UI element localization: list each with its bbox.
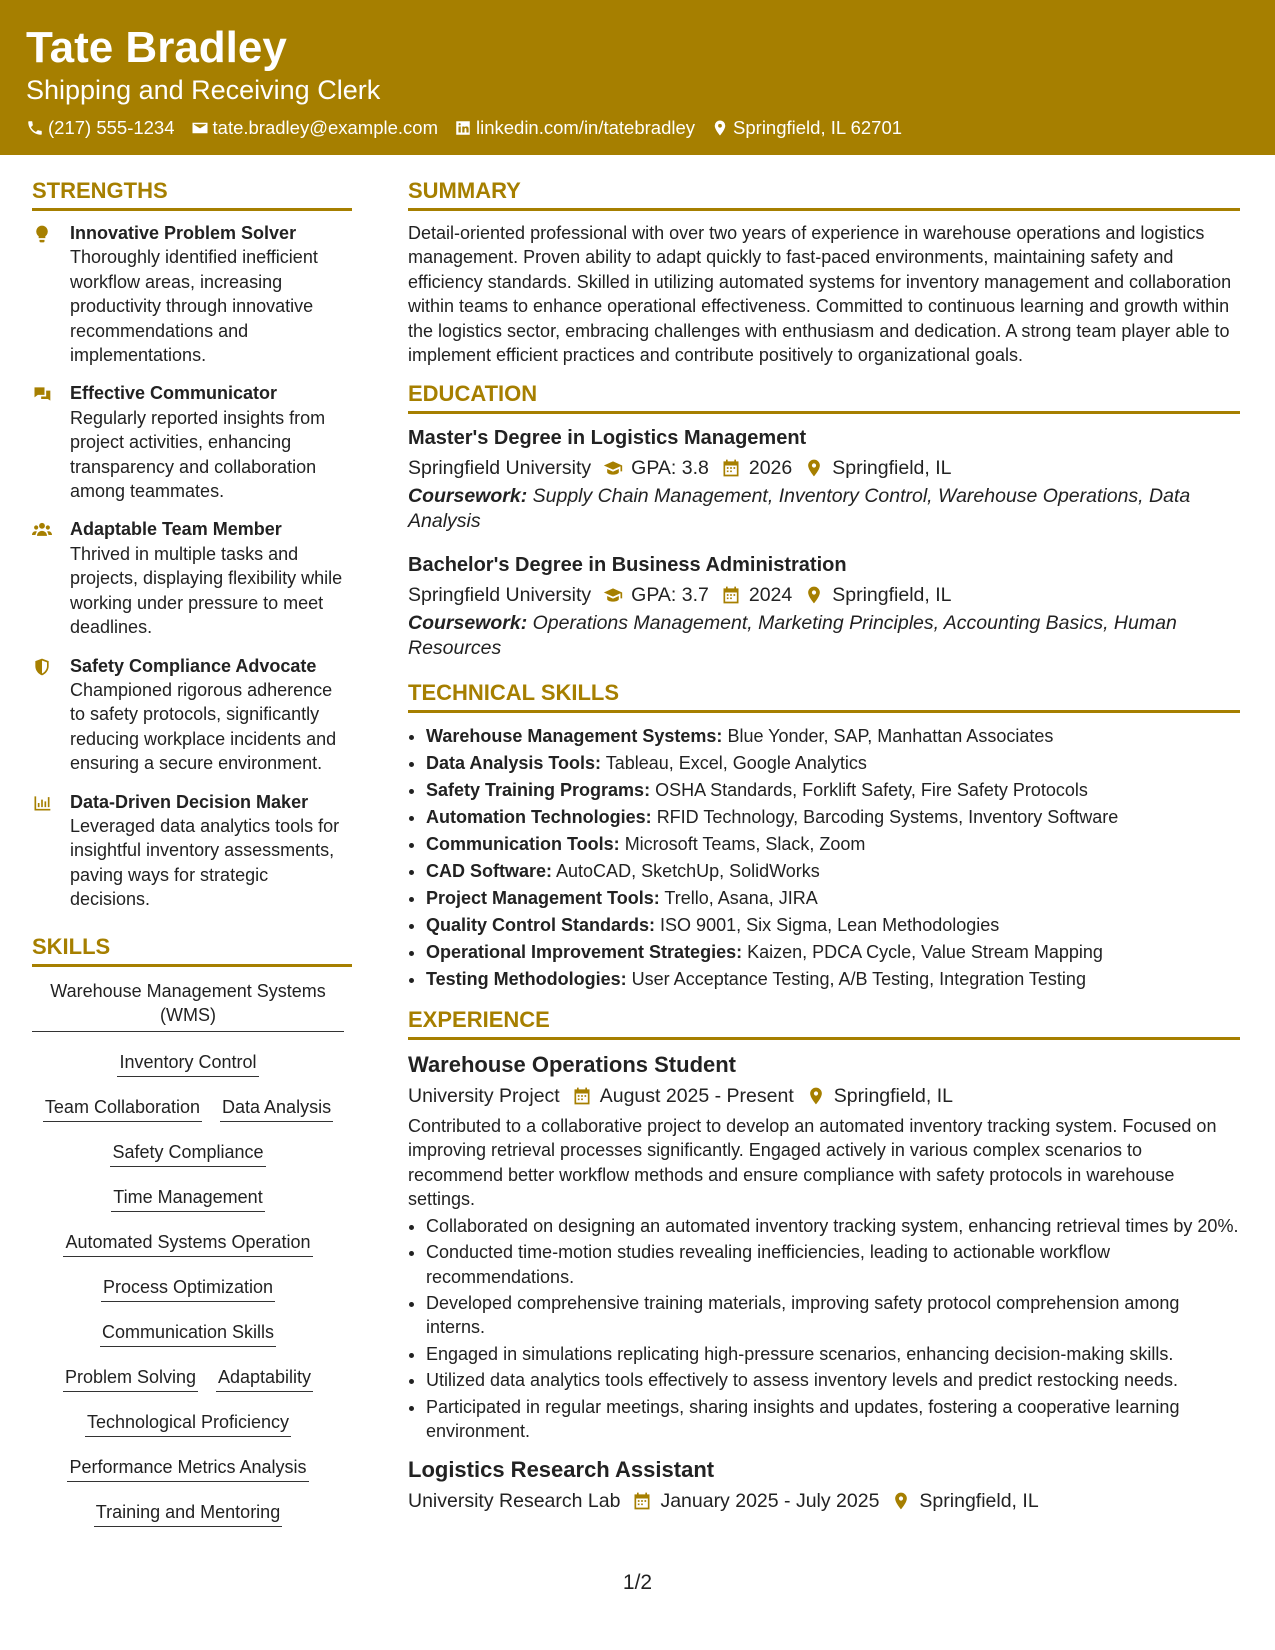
- users-icon: [32, 520, 52, 540]
- skill-tag: Training and Mentoring: [94, 1500, 282, 1527]
- coursework: [408, 611, 1240, 660]
- lightbulb-icon: [32, 224, 52, 244]
- skill-values: User Acceptance Testing, A/B Testing, Integration Testing: [631, 969, 1086, 990]
- contact-bar: [26, 114, 918, 142]
- skills-heading: SKILLS: [32, 932, 352, 967]
- skill-values: Trello, Asana, JIRA: [664, 888, 818, 909]
- list-item: • Engaged in simulations replicating high-pressure scenarios, enhancing decision-making skills.: [426, 1342, 1240, 1366]
- education-heading: EDUCATION: [408, 379, 1240, 414]
- skill-values: AutoCAD, SketchUp, SolidWorks: [556, 861, 820, 882]
- calendar-icon: [721, 585, 741, 605]
- strength-title: Data-Driven Decision Maker: [70, 791, 309, 812]
- job-location: Springfield, IL: [919, 1490, 1039, 1513]
- experience-heading: EXPERIENCE: [408, 1005, 1240, 1040]
- strengths-heading: STRENGTHS: [32, 176, 352, 211]
- skill-category: CAD Software:: [426, 861, 553, 882]
- contact-linkedin[interactable]: [454, 114, 695, 142]
- contact-email-text: tate.bradley@example.com: [212, 117, 438, 138]
- strength-item: [32, 221, 352, 367]
- list-item: [426, 858, 1240, 885]
- coursework-text: Operations Management, Marketing Principles, Accounting Basics, Human Resources: [408, 612, 1177, 659]
- skill-tag: Team Collaboration: [43, 1095, 202, 1122]
- job-title: Logistics Research Assistant: [408, 1457, 715, 1483]
- calendar-icon: [721, 458, 741, 478]
- skill-category: Safety Training Programs:: [426, 780, 651, 801]
- school-location: Springfield, IL: [832, 457, 952, 480]
- contact-phone-text: (217) 555-1234: [48, 117, 175, 138]
- strength-title: Adaptable Team Member: [70, 519, 282, 540]
- right-column: [408, 176, 1240, 1517]
- strength-item: [32, 381, 352, 503]
- shield-icon: [32, 657, 52, 677]
- graduation-cap-icon: [603, 458, 623, 478]
- summary-text: Detail-oriented professional with over two years of experience in warehouse operations and logistics management. Proven ability to adapt quickly to fast-paced environments, maintaining safety and efficiency standards. Skilled in utilizing automated systems for inventory management and collaboration within teams to enhance operational effectiveness. Committed to continuous learning and growth within the logistics sector, embracing challenges with enthusiasm and dedication. A strong team player able to implement efficient practices and contribute positively to organizational goals.: [408, 223, 1232, 366]
- map-pin-icon: [711, 119, 729, 137]
- skill-category: Data Analysis Tools:: [426, 753, 602, 774]
- skill-tag: Technological Proficiency: [85, 1410, 291, 1437]
- education-entry: [408, 424, 1240, 533]
- envelope-icon: [191, 119, 209, 137]
- skill-values: ISO 9001, Six Sigma, Lean Methodologies: [660, 915, 1000, 936]
- coursework-text: Supply Chain Management, Inventory Control, Warehouse Operations, Data Analysis: [408, 485, 1191, 532]
- skill-tag: Time Management: [111, 1185, 264, 1212]
- skill-values: Kaizen, PDCA Cycle, Value Stream Mapping: [747, 942, 1103, 963]
- strength-text: Championed rigorous adherence to safety protocols, significantly reducing workplace incidents and ensuring a secure environment.: [70, 679, 337, 774]
- calendar-icon: [632, 1491, 652, 1511]
- job-entry: [408, 1455, 1240, 1517]
- skill-values: Blue Yonder, SAP, Manhattan Associates: [727, 726, 1054, 747]
- skill-tag: Warehouse Management Systems (WMS): [32, 979, 344, 1032]
- gpa: GPA: 3.8: [631, 457, 709, 480]
- skill-tag: Inventory Control: [117, 1050, 258, 1077]
- list-item: [426, 777, 1240, 804]
- graduation-year: 2024: [748, 584, 793, 607]
- list-item: • Collaborated on designing an automated inventory tracking system, enhancing retrieval times by 20%.: [426, 1214, 1240, 1238]
- skill-values: Microsoft Teams, Slack, Zoom: [624, 834, 866, 855]
- coursework-label: Coursework:: [408, 485, 528, 508]
- skill-category: Automation Technologies:: [426, 807, 652, 828]
- job-entry: [408, 1050, 1240, 1443]
- graduation-cap-icon: [603, 585, 623, 605]
- skill-tag: Process Optimization: [101, 1275, 275, 1302]
- strength-text: Regularly reported insights from project activities, enhancing transparency and collaboration among teammates.: [70, 407, 326, 502]
- graduation-year: 2026: [748, 457, 793, 480]
- skill-category: Operational Improvement Strategies:: [426, 942, 743, 963]
- contact-email[interactable]: [191, 114, 438, 142]
- skill-tag: Automated Systems Operation: [63, 1230, 312, 1257]
- skill-category: Warehouse Management Systems:: [426, 726, 723, 747]
- candidate-title: Shipping and Receiving Clerk: [26, 75, 381, 105]
- job-title: Warehouse Operations Student: [408, 1052, 737, 1078]
- list-item: [426, 966, 1240, 993]
- calendar-icon: [572, 1086, 592, 1106]
- list-item: [426, 939, 1240, 966]
- linkedin-icon: [454, 119, 472, 137]
- contact-linkedin-text: linkedin.com/in/tatebradley: [475, 117, 696, 138]
- page-number: 1/2: [622, 1571, 653, 1594]
- technical-skills-list: [408, 723, 1240, 993]
- school-name: Springfield University: [408, 457, 592, 480]
- skill-category: Communication Tools:: [426, 834, 620, 855]
- strength-text: Thrived in multiple tasks and projects, displaying flexibility while working under pressure to meet deadlines.: [70, 543, 343, 638]
- map-pin-icon: [804, 585, 824, 605]
- job-bullets: [408, 1214, 1240, 1444]
- technical-skills-heading: TECHNICAL SKILLS: [408, 678, 1240, 713]
- map-pin-icon: [891, 1491, 911, 1511]
- school-name: Springfield University: [408, 584, 592, 607]
- skill-tag: Problem Solving: [63, 1365, 198, 1392]
- strength-item: [32, 790, 352, 912]
- phone-icon: [26, 119, 44, 137]
- list-item: [426, 804, 1240, 831]
- summary-heading: SUMMARY: [408, 176, 1240, 211]
- skill-category: Testing Methodologies:: [426, 969, 627, 990]
- strength-text: Leveraged data analytics tools for insightful inventory assessments, paving ways for strategic decisions.: [70, 815, 340, 910]
- strength-title: Effective Communicator: [70, 383, 278, 404]
- contact-phone[interactable]: [26, 114, 175, 142]
- degree-title: Master's Degree in Logistics Management: [408, 427, 807, 450]
- bar-chart-icon: [32, 793, 52, 813]
- resume-header: [0, 0, 1275, 155]
- contact-location: [711, 114, 902, 142]
- strength-title: Innovative Problem Solver: [70, 223, 297, 243]
- skill-tag: Adaptability: [216, 1365, 313, 1392]
- list-item: [426, 885, 1240, 912]
- job-description: Contributed to a collaborative project to develop an automated inventory tracking system. Focused on improving retrieval processes significantly. Engaged actively in various complex scenarios to recommend better workflow methods and ensure compliance with safety protocols in warehouse settings.: [408, 1116, 1217, 1210]
- skill-category: Quality Control Standards:: [426, 915, 656, 936]
- gpa: GPA: 3.7: [631, 584, 709, 607]
- list-item: [426, 750, 1240, 777]
- skills-list: [32, 979, 344, 1527]
- skill-values: Tableau, Excel, Google Analytics: [605, 753, 867, 774]
- map-pin-icon: [804, 458, 824, 478]
- skill-tag: Performance Metrics Analysis: [67, 1455, 308, 1482]
- list-item: • Utilized data analytics tools effectively to assess inventory levels and predict restocking needs.: [426, 1368, 1240, 1392]
- coursework: [408, 484, 1240, 533]
- strength-text: Thoroughly identified inefficient workflow areas, increasing productivity through innovative recommendations and implementations.: [70, 247, 318, 366]
- skill-values: RFID Technology, Barcoding Systems, Inventory Software: [656, 807, 1119, 828]
- skill-values: OSHA Standards, Forklift Safety, Fire Safety Protocols: [655, 780, 1088, 801]
- degree-title: Bachelor's Degree in Business Administration: [408, 554, 847, 577]
- job-dates: August 2025 - Present: [599, 1085, 794, 1108]
- map-pin-icon: [806, 1086, 826, 1106]
- strength-item: [32, 517, 352, 639]
- contact-location-text: Springfield, IL 62701: [733, 117, 903, 138]
- candidate-name: Tate Bradley: [26, 23, 287, 72]
- job-org: University Project: [408, 1085, 560, 1108]
- skill-tag: Communication Skills: [100, 1320, 276, 1347]
- list-item: [426, 831, 1240, 858]
- list-item: • Developed comprehensive training materials, improving safety protocol comprehension among interns.: [426, 1291, 1240, 1340]
- job-org: University Research Lab: [408, 1490, 621, 1513]
- job-location: Springfield, IL: [833, 1085, 954, 1108]
- education-entry: [408, 551, 1240, 660]
- list-item: • Participated in regular meetings, sharing insights and updates, fostering a cooperative learning environment.: [426, 1395, 1240, 1444]
- skill-tag: Data Analysis: [220, 1095, 333, 1122]
- list-item: [426, 912, 1240, 939]
- left-column: [32, 176, 352, 1545]
- coursework-label: Coursework:: [408, 612, 528, 635]
- list-item: [426, 723, 1240, 750]
- job-dates: January 2025 - July 2025: [660, 1490, 880, 1513]
- skill-category: Project Management Tools:: [426, 888, 660, 909]
- skill-tag: Safety Compliance: [110, 1140, 265, 1167]
- list-item: • Conducted time-motion studies revealing inefficiencies, leading to actionable workflow recommendations.: [426, 1240, 1240, 1289]
- school-location: Springfield, IL: [832, 584, 952, 607]
- strength-item: [32, 654, 352, 776]
- strength-title: Safety Compliance Advocate: [70, 655, 317, 676]
- comments-icon: [32, 384, 52, 404]
